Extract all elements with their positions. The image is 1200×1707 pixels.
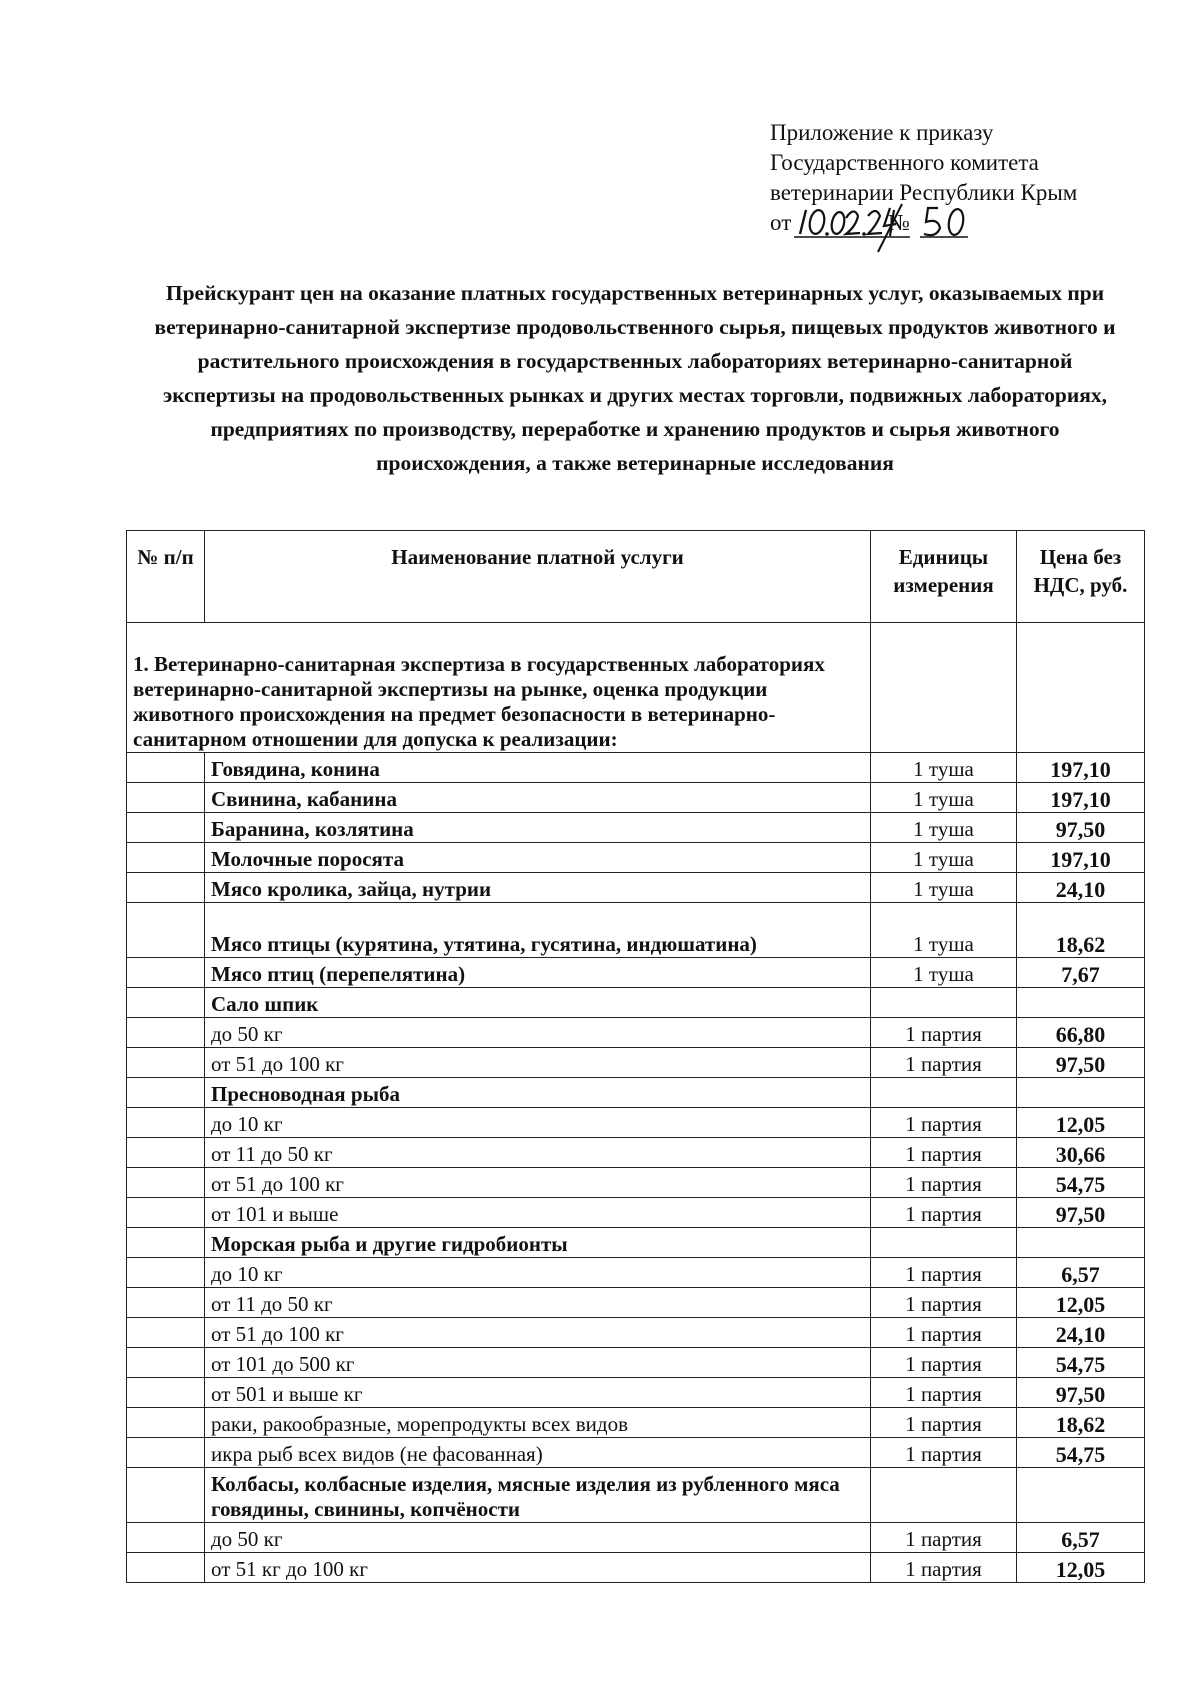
appendix-line-1: Приложение к приказу [770, 120, 994, 145]
service-name: от 51 до 100 кг [205, 1168, 871, 1198]
service-name: икра рыб всех видов (не фасованная) [205, 1438, 871, 1468]
table-row [127, 1288, 1145, 1318]
table-row [127, 1523, 1145, 1553]
table-row [127, 1468, 1145, 1523]
table-row [127, 1553, 1145, 1583]
service-unit: 1 партия [871, 1048, 1017, 1078]
service-name: от 501 и выше кг [205, 1378, 871, 1408]
service-unit: 1 партия [871, 1168, 1017, 1198]
section-price-empty [1017, 623, 1145, 753]
table-row [127, 1078, 1145, 1108]
service-price: 12,05 [1017, 1553, 1145, 1583]
service-price: 18,62 [1017, 1408, 1145, 1438]
service-price: 54,75 [1017, 1438, 1145, 1468]
service-unit: 1 партия [871, 1348, 1017, 1378]
service-name: от 11 до 50 кг [205, 1138, 871, 1168]
service-price: 6,57 [1017, 1258, 1145, 1288]
service-unit: 1 партия [871, 1138, 1017, 1168]
table-row [127, 1378, 1145, 1408]
service-unit: 1 партия [871, 1198, 1017, 1228]
service-name: до 50 кг [205, 1523, 871, 1553]
appendix-line-3: ветеринарии Республики Крым [770, 180, 1078, 205]
service-price: 54,75 [1017, 1168, 1145, 1198]
service-unit: 1 туша [871, 903, 1017, 958]
table-row [127, 1018, 1145, 1048]
service-price: 30,66 [1017, 1138, 1145, 1168]
service-price: 24,10 [1017, 873, 1145, 903]
table-row [127, 1438, 1145, 1468]
service-price: 197,10 [1017, 783, 1145, 813]
table-row [127, 1408, 1145, 1438]
service-name: Говядина, конина [205, 753, 871, 783]
table-row [127, 843, 1145, 873]
price-table [126, 530, 1145, 1583]
service-price: 97,50 [1017, 813, 1145, 843]
table-row [127, 958, 1145, 988]
service-price: 97,50 [1017, 1048, 1145, 1078]
service-name: от 51 до 100 кг [205, 1318, 871, 1348]
table-header-row [127, 531, 1145, 623]
section-1-title: 1. Ветеринарно-санитарная экспертиза в государственных лабораториях ветеринарно-санитарной экспертизы на рынке, оценка продукции животного происхождения на предмет безопасности в ветеринарно-санитарном отношении для допуска к реализации: [127, 623, 871, 753]
section-row [127, 623, 1145, 753]
service-unit: 1 туша [871, 958, 1017, 988]
service-name: Мясо птицы (курятина, утятина, гусятина, индюшатина) [205, 903, 871, 958]
service-unit: 1 партия [871, 1553, 1017, 1583]
service-price: 12,05 [1017, 1108, 1145, 1138]
service-name: Мясо кролика, зайца, нутрии [205, 873, 871, 903]
table-row [127, 1318, 1145, 1348]
category-name: Колбасы, колбасные изделия, мясные изделия из рубленного мяса говядины, свинины, копчёности [205, 1468, 871, 1523]
service-name: до 50 кг [205, 1018, 871, 1048]
number-label: № [888, 210, 910, 235]
service-price: 197,10 [1017, 753, 1145, 783]
header-num: № п/п [127, 531, 205, 623]
service-name: от 11 до 50 кг [205, 1288, 871, 1318]
service-unit: 1 партия [871, 1288, 1017, 1318]
document-title: Прейскурант цен на оказание платных государственных ветеринарных услуг, оказываемых при ветеринарно-санитарной экспертизе продовольственного сырья, пищевых продуктов животного и растительного происхождения в государственных лабораториях ветеринарно-санитарной экспертизы на продовольственных рынках и других местах торговли, подвижных лабораториях, предприятиях по производству, переработке и хранению продуктов и сырья животного происхождения, а также ветеринарные исследования [154, 281, 1116, 475]
service-unit: 1 партия [871, 1408, 1017, 1438]
service-name: Баранина, козлятина [205, 813, 871, 843]
service-price: 7,67 [1017, 958, 1145, 988]
appendix-line-2: Государственного комитета [770, 150, 1039, 175]
table-row [127, 1048, 1145, 1078]
service-price: 66,80 [1017, 1018, 1145, 1048]
table-row [127, 783, 1145, 813]
table-row [127, 988, 1145, 1018]
table-row [127, 903, 1145, 958]
service-unit: 1 партия [871, 1318, 1017, 1348]
service-unit: 1 туша [871, 873, 1017, 903]
service-name: Молочные поросята [205, 843, 871, 873]
service-unit: 1 туша [871, 843, 1017, 873]
service-name: от 51 до 100 кг [205, 1048, 871, 1078]
table-row [127, 1258, 1145, 1288]
service-name: от 101 и выше [205, 1198, 871, 1228]
service-name: до 10 кг [205, 1258, 871, 1288]
table-row [127, 1198, 1145, 1228]
service-price: 97,50 [1017, 1378, 1145, 1408]
service-unit: 1 туша [871, 753, 1017, 783]
table-row [127, 1348, 1145, 1378]
service-name: до 10 кг [205, 1108, 871, 1138]
section-unit-empty [871, 623, 1017, 753]
service-unit: 1 партия [871, 1018, 1017, 1048]
header-unit: Единицы измерения [871, 531, 1017, 623]
service-unit: 1 туша [871, 783, 1017, 813]
service-name: раки, ракообразные, морепродукты всех видов [205, 1408, 871, 1438]
handwritten-date-number [770, 194, 970, 254]
service-price: 197,10 [1017, 843, 1145, 873]
table-row [127, 813, 1145, 843]
from-label: от [770, 210, 792, 235]
category-name: Пресноводная рыба [205, 1078, 871, 1108]
order-date-number-line [770, 208, 1150, 238]
table-row [127, 1138, 1145, 1168]
service-name: от 51 кг до 100 кг [205, 1553, 871, 1583]
service-price: 54,75 [1017, 1348, 1145, 1378]
service-name: Мясо птиц (перепелятина) [205, 958, 871, 988]
category-name: Сало шпик [205, 988, 871, 1018]
service-price: 18,62 [1017, 903, 1145, 958]
service-unit: 1 партия [871, 1523, 1017, 1553]
table-row [127, 1108, 1145, 1138]
service-unit: 1 партия [871, 1108, 1017, 1138]
table-row [127, 753, 1145, 783]
service-price: 24,10 [1017, 1318, 1145, 1348]
service-unit: 1 партия [871, 1258, 1017, 1288]
service-price: 6,57 [1017, 1523, 1145, 1553]
service-name: Свинина, кабанина [205, 783, 871, 813]
service-unit: 1 партия [871, 1378, 1017, 1408]
service-unit: 1 туша [871, 813, 1017, 843]
service-unit: 1 партия [871, 1438, 1017, 1468]
service-name: от 101 до 500 кг [205, 1348, 871, 1378]
header-name: Наименование платной услуги [205, 531, 871, 623]
category-name: Морская рыба и другие гидробионты [205, 1228, 871, 1258]
table-row [127, 873, 1145, 903]
appendix-header [770, 118, 1150, 238]
header-price: Цена без НДС, руб. [1017, 531, 1145, 623]
service-price: 12,05 [1017, 1288, 1145, 1318]
table-row [127, 1228, 1145, 1258]
table-row [127, 1168, 1145, 1198]
service-price: 97,50 [1017, 1198, 1145, 1228]
